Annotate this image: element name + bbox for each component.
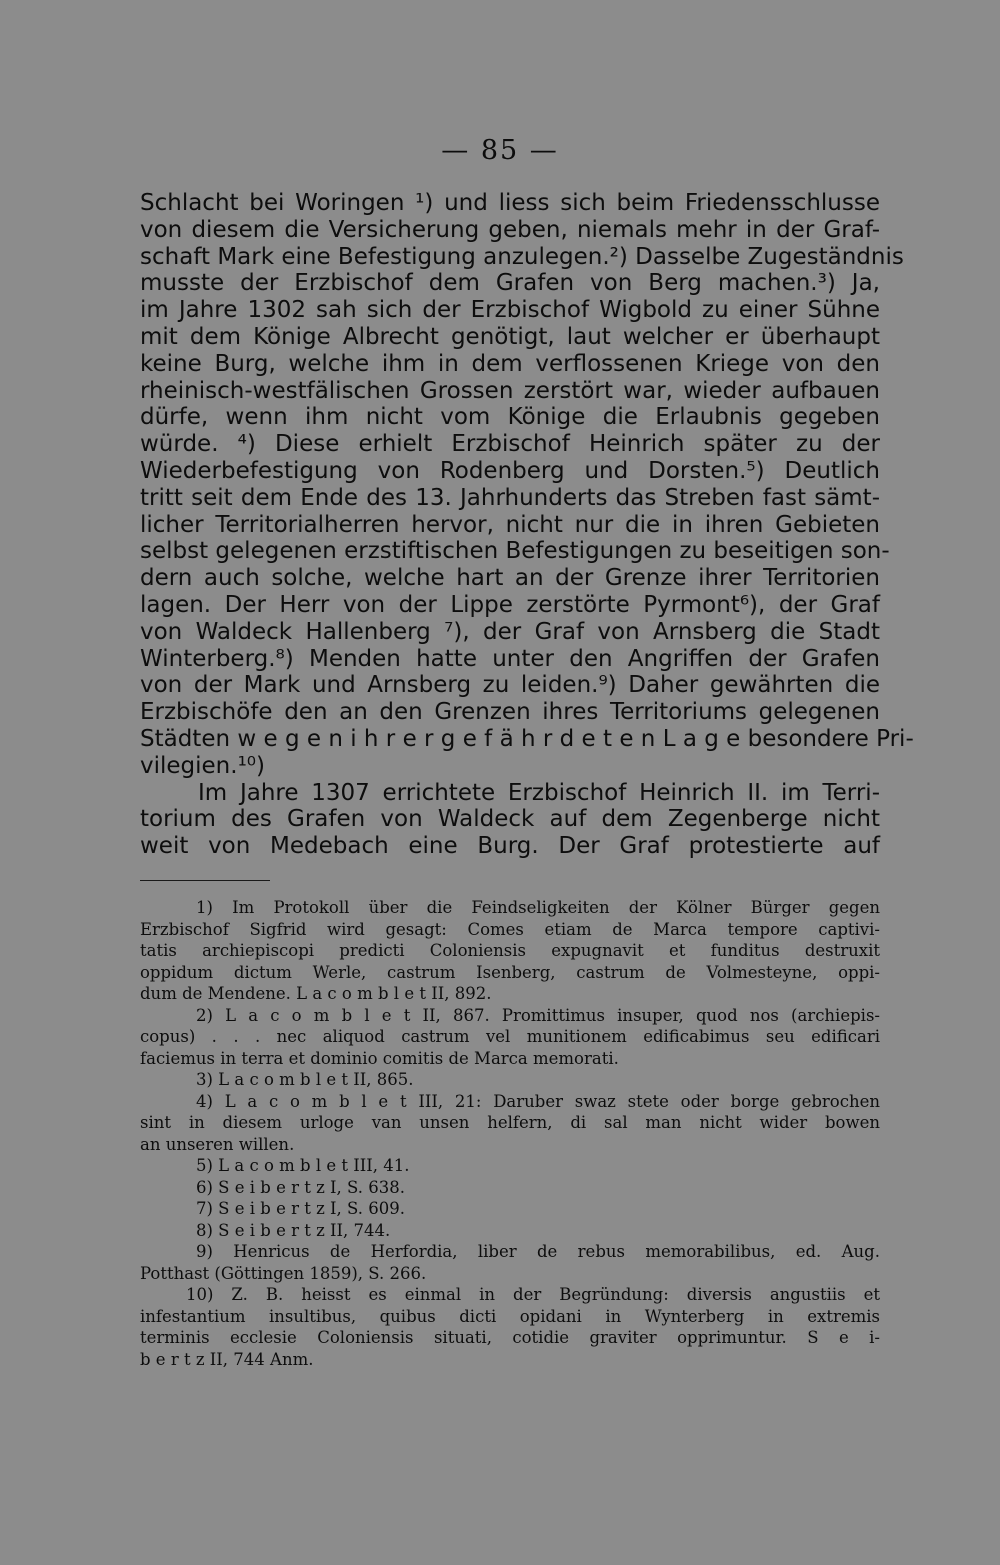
- footnote-line: faciemus in terra et dominio comitis de Marca memorati.: [140, 1048, 619, 1068]
- text-line: von diesem die Versicherung geben, niemals mehr in der Graf-: [140, 216, 880, 243]
- text-line: selbst gelegenen erzstiftischen Befestigungen zu beseitigen son-: [140, 538, 890, 565]
- footnote-line: 2) L a c o m b l e t II, 867. Promittimus insuper, quod nos (archiepis-: [196, 1005, 880, 1025]
- footnote-line: oppidum dictum Werle, castrum Isenberg, castrum de Volmesteyne, oppi-: [140, 962, 880, 982]
- text-line: dern auch solche, welche hart an der Grenze ihrer Territorien: [140, 565, 880, 592]
- text-line: torium des Grafen von Waldeck auf dem Zegenberge nicht: [140, 806, 880, 833]
- footnote-line: 8) S e i b e r t z II, 744.: [196, 1220, 391, 1240]
- footnote-line: b e r t z II, 744 Anm.: [140, 1349, 314, 1369]
- footnotes: [140, 897, 880, 1370]
- text-line: dürfe, wenn ihm nicht vom Könige die Erlaubnis gegeben: [140, 404, 880, 431]
- text-line: Im Jahre 1307 errichtete Erzbischof Heinrich II. im Terri-: [198, 779, 880, 806]
- text-line: von Waldeck Hallenberg ⁷), der Graf von Arnsberg die Stadt: [140, 618, 880, 645]
- text-line: schaft Mark eine Befestigung anzulegen.²) Dasselbe Zugeständnis: [140, 243, 904, 270]
- footnote-line: terminis ecclesie Coloniensis situati, cotidie graviter opprimuntur. S e i-: [140, 1328, 880, 1347]
- footnote-line: 9) Henricus de Herfordia, liber de rebus memorabilibus, ed. Aug.: [196, 1242, 880, 1261]
- text-line: rheinisch-westfälischen Grossen zerstört war, wieder aufbauen: [140, 377, 880, 404]
- footnote-divider: [140, 880, 270, 881]
- footnote-line: infestantium insultibus, quibus dicti opidani in Wynterberg in extremis: [140, 1306, 880, 1326]
- text-line: Schlacht bei Woringen ¹) und liess sich beim Friedensschlusse: [140, 190, 880, 216]
- text-line: Winterberg.⁸) Menden hatte unter den Angriffen der Grafen: [140, 645, 880, 672]
- footnote-line: 3) L a c o m b l e t II, 865.: [196, 1070, 414, 1089]
- text-line: würde. ⁴) Diese erhielt Erzbischof Heinrich später zu der: [140, 431, 880, 458]
- footnote-line: sint in diesem urloge van unsen helfern, di sal man nicht wider bowen: [140, 1113, 880, 1132]
- footnote-line: an unseren willen.: [140, 1134, 295, 1154]
- footnote-line: 1) Im Protokoll über die Feindseligkeiten der Kölner Bürger gegen: [196, 898, 880, 917]
- footnote-line: 10) Z. B. heisst es einmal in der Begründung: diversis angustiis et: [186, 1285, 880, 1304]
- footnote-line: Erzbischof Sigfrid wird gesagt: Comes etiam de Marca tempore captivi-: [140, 919, 880, 939]
- text-line: Städten w e g e n i h r e r g e f ä h r d e t e n L a g e besondere Pri-: [140, 725, 914, 752]
- text-line: vilegien.¹⁰): [140, 752, 265, 779]
- text-line: lagen. Der Herr von der Lippe zerstörte Pyrmont⁶), der Graf: [140, 591, 880, 618]
- footnote-line: 5) L a c o m b l e t III, 41.: [196, 1156, 410, 1175]
- footnote-line: 6) S e i b e r t z I, S. 638.: [196, 1177, 405, 1197]
- text-line: keine Burg, welche ihm in dem verflossenen Kriege von den: [140, 350, 880, 377]
- footnote-line: Potthast (Göttingen 1859), S. 266.: [140, 1263, 427, 1283]
- footnote-line: copus) . . . nec aliquod castrum vel munitionem edificabimus seu edificari: [140, 1027, 880, 1046]
- text-line: Erzbischöfe den an den Grenzen ihres Territoriums gelegenen: [140, 699, 880, 726]
- text-line: weit von Medebach eine Burg. Der Graf protestierte auf: [140, 833, 880, 860]
- footnote-line: tatis archiepiscopi predicti Coloniensis expugnavit et funditus destruxit: [140, 941, 880, 960]
- text-line: im Jahre 1302 sah sich der Erzbischof Wigbold zu einer Sühne: [140, 297, 880, 324]
- text-line: Wiederbefestigung von Rodenberg und Dorsten.⁵) Deutlich: [140, 457, 880, 484]
- footnote-line: dum de Mendene. L a c o m b l e t II, 892.: [140, 984, 492, 1003]
- text-line: mit dem Könige Albrecht genötigt, laut welcher er überhaupt: [140, 323, 880, 350]
- footnote-line: 7) S e i b e r t z I, S. 609.: [196, 1199, 405, 1218]
- main-text: [140, 190, 914, 860]
- page-number: — 85 —: [441, 135, 559, 166]
- text-line: licher Territorialherren hervor, nicht nur die in ihren Gebieten: [140, 511, 880, 538]
- text-line: musste der Erzbischof dem Grafen von Berg machen.³) Ja,: [140, 270, 880, 297]
- text-line: von der Mark und Arnsberg zu leiden.⁹) Daher gewährten die: [140, 672, 880, 699]
- footnote-line: 4) L a c o m b l e t III, 21: Daruber swaz stete oder borge gebrochen: [196, 1091, 880, 1111]
- text-line: tritt seit dem Ende des 13. Jahrhunderts das Streben fast sämt-: [140, 484, 880, 511]
